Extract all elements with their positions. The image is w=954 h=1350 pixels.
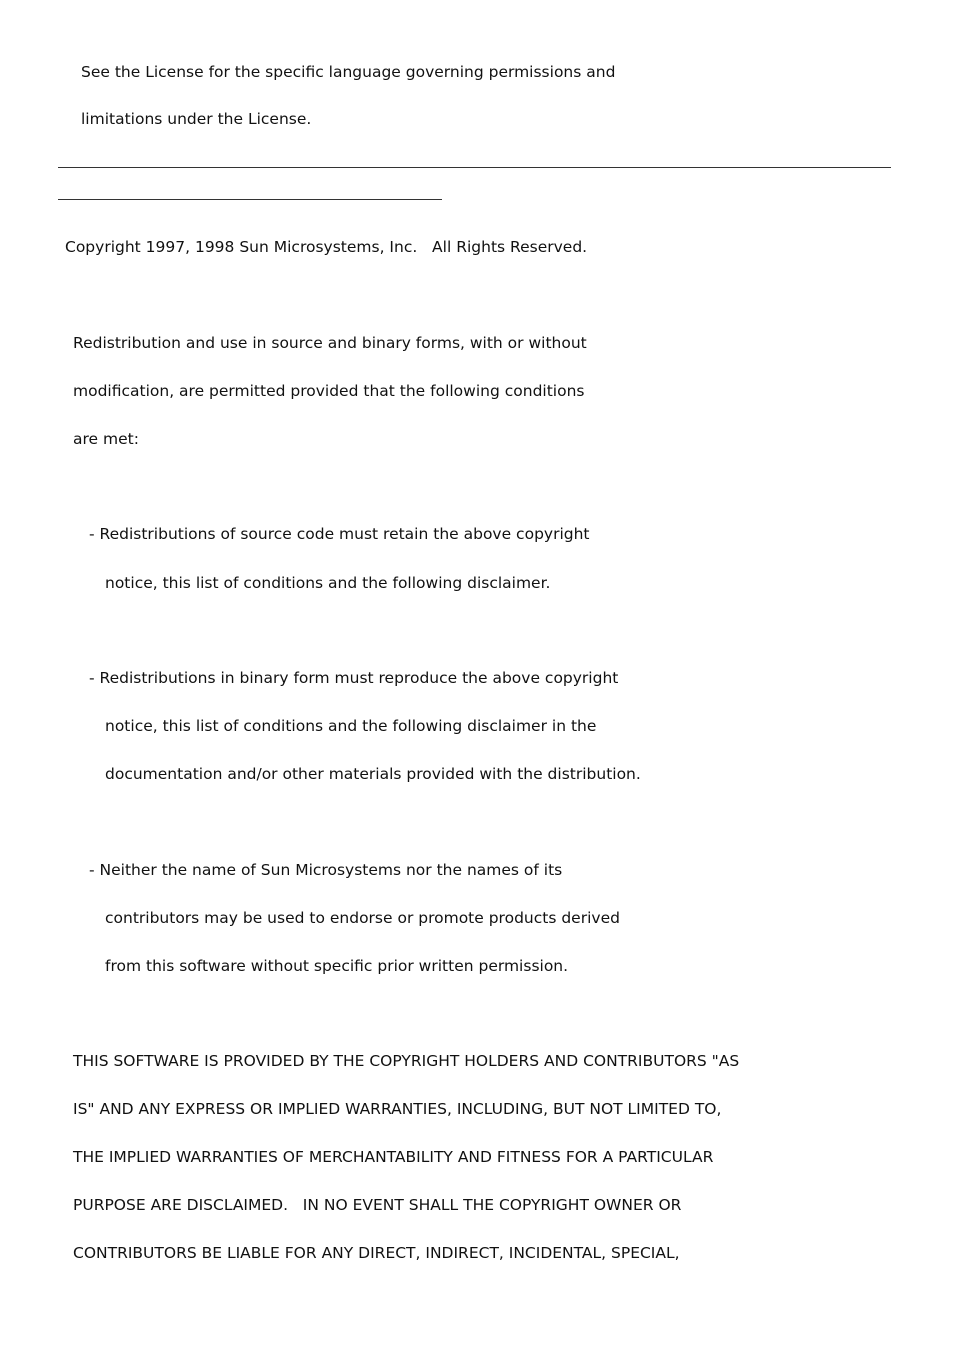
condition-2-line-2: notice, this list of conditions and the following disclaimer in the: [105, 717, 597, 735]
condition-3-line-3: from this software without specific prior written permission.: [105, 957, 569, 975]
preamble-line-1: Redistribution and use in source and binary forms, with or without: [73, 334, 587, 352]
intro-line-1: See the License for the specific language governing permissions and: [81, 63, 616, 81]
disclaimer-line-1: THIS SOFTWARE IS PROVIDED BY THE COPYRIGHT HOLDERS AND CONTRIBUTORS "AS: [73, 1052, 740, 1070]
condition-3-line-2: contributors may be used to endorse or promote products derived: [105, 909, 620, 927]
preamble-line-3: are met:: [73, 430, 139, 448]
condition-3-line-1: - Neither the name of Sun Microsystems nor the names of its: [89, 861, 563, 879]
copyright-line: Copyright 1997, 1998 Sun Microsystems, Inc. All Rights Reserved.: [65, 238, 588, 256]
condition-1-line-2: notice, this list of conditions and the following disclaimer.: [105, 574, 551, 592]
separator-rule-short: [58, 199, 442, 200]
disclaimer-line-2: IS" AND ANY EXPRESS OR IMPLIED WARRANTIES, INCLUDING, BUT NOT LIMITED TO,: [73, 1100, 722, 1118]
condition-2-line-1: - Redistributions in binary form must reproduce the above copyright: [89, 669, 619, 687]
preamble-line-2: modification, are permitted provided that the following conditions: [73, 382, 585, 400]
separator-rule-long: [58, 167, 891, 168]
disclaimer-line-4: PURPOSE ARE DISCLAIMED. IN NO EVENT SHALL THE COPYRIGHT OWNER OR: [73, 1196, 682, 1214]
condition-2-line-3: documentation and/or other materials provided with the distribution.: [105, 765, 641, 783]
disclaimer-line-3: THE IMPLIED WARRANTIES OF MERCHANTABILITY AND FITNESS FOR A PARTICULAR: [73, 1148, 714, 1166]
condition-1-line-1: - Redistributions of source code must retain the above copyright: [89, 525, 590, 543]
disclaimer-line-5: CONTRIBUTORS BE LIABLE FOR ANY DIRECT, INDIRECT, INCIDENTAL, SPECIAL,: [73, 1244, 680, 1262]
intro-line-2: limitations under the License.: [81, 110, 312, 128]
